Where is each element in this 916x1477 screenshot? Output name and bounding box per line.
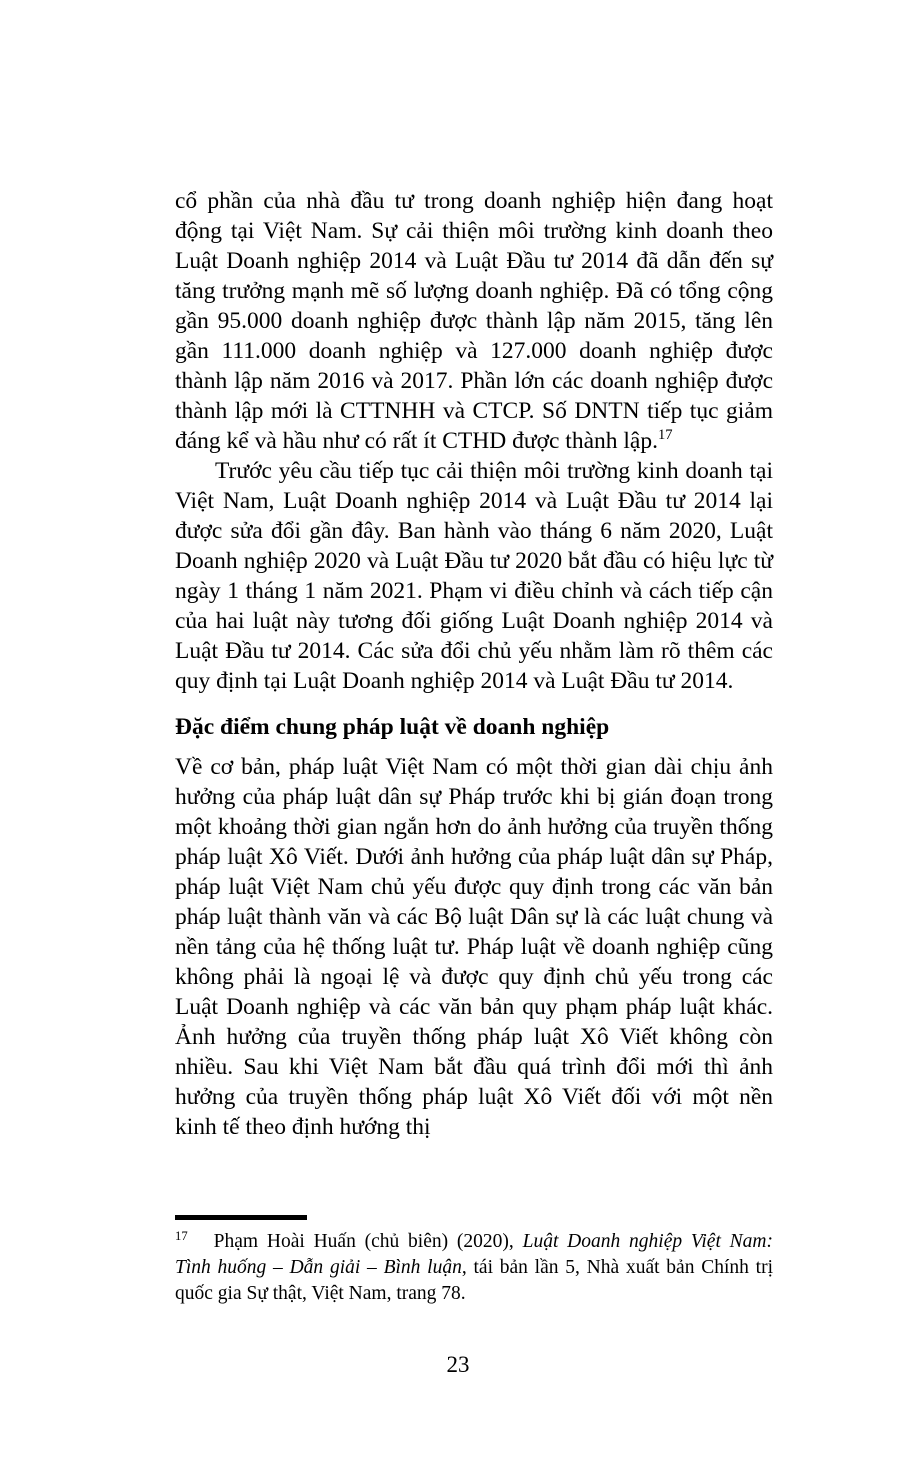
body-text [175,186,773,1142]
paragraph-text: cổ phần của nhà đầu tư trong doanh nghiệp hiện đang hoạt động tại Việt Nam. Sự cải thiện môi trường kinh doanh theo Luật Doanh nghiệp 2014 và Luật Đầu tư 2014 đã dẫn đến sự tăng trưởng mạnh mẽ số lượng doanh nghiệp. Đã có tổng cộng gần 95.000 doanh nghiệp được thành lập năm 2015, tăng lên gần 111.000 doanh nghiệp và 127.000 doanh nghiệp được thành lập năm 2016 và 2017. Phần lớn các doanh nghiệp được thành lập mới là CTTNHH và CTCP. Số DNTN tiếp tục giảm đáng kể và hầu như có rất ít CTHD được thành lập. [175,188,773,454]
footnote-marker: 17 [175,1228,188,1243]
paragraph-text: Trước yêu cầu tiếp tục cải thiện môi trường kinh doanh tại Việt Nam, Luật Doanh nghiệp 2014 và Luật Đầu tư 2014 lại được sửa đổi gần đây. Ban hành vào tháng 6 năm 2020, Luật Doanh nghiệp 2020 và Luật Đầu tư 2020 bắt đầu có hiệu lực từ ngày 1 tháng 1 năm 2021. Phạm vi điều chỉnh và cách tiếp cận của hai luật này tương đối giống Luật Doanh nghiệp 2014 và Luật Đầu tư 2014. Các sửa đổi chủ yếu nhằm làm rõ thêm các quy định tại Luật Doanh nghiệp 2014 và Luật Đầu tư 2014. [175,458,773,694]
footnote-text: Phạm Hoài Huấn (chủ biên) (2020), [213,1231,523,1252]
footnote-book-title: Luật Doanh nghiệp Việt Nam: Tình huống – Dẫn giải – Bình luận [175,1231,773,1278]
paragraph [175,456,773,696]
footnote-text: , tái bản lần 5, Nhà xuất bản Chính trị quốc gia Sự thật, Việt Nam, trang 78. [175,1257,773,1304]
paragraph [175,186,773,456]
footnote [175,1229,773,1307]
paragraph [175,752,773,1142]
section-heading: Đặc điểm chung pháp luật về doanh nghiệp [175,714,610,740]
footnote-reference: 17 [657,427,673,444]
footnote-separator [175,1215,307,1220]
paragraph-text: Về cơ bản, pháp luật Việt Nam có một thời gian dài chịu ảnh hưởng của pháp luật dân sự Pháp trước khi bị gián đoạn trong một khoảng thời gian ngắn hơn do ảnh hưởng của truyền thống pháp luật Xô Viết. Dưới ảnh hưởng của pháp luật dân sự Pháp, pháp luật Việt Nam chủ yếu được quy định trong các văn bản pháp luật thành văn và các Bộ luật Dân sự là các luật chung và nền tảng của hệ thống luật tư. Pháp luật về doanh nghiệp cũng không phải là ngoại lệ và được quy định chủ yếu trong các Luật Doanh nghiệp và các văn bản quy phạm pháp luật khác. Ảnh hưởng của truyền thống pháp luật Xô Viết không còn nhiều. Sau khi Việt Nam bắt đầu quá trình đổi mới thì ảnh hưởng của truyền thống pháp luật Xô Viết đối với một nền kinh tế theo định hướng thị [175,754,773,1140]
page-number: 23 [446,1352,470,1377]
footnote-area [175,1215,773,1307]
